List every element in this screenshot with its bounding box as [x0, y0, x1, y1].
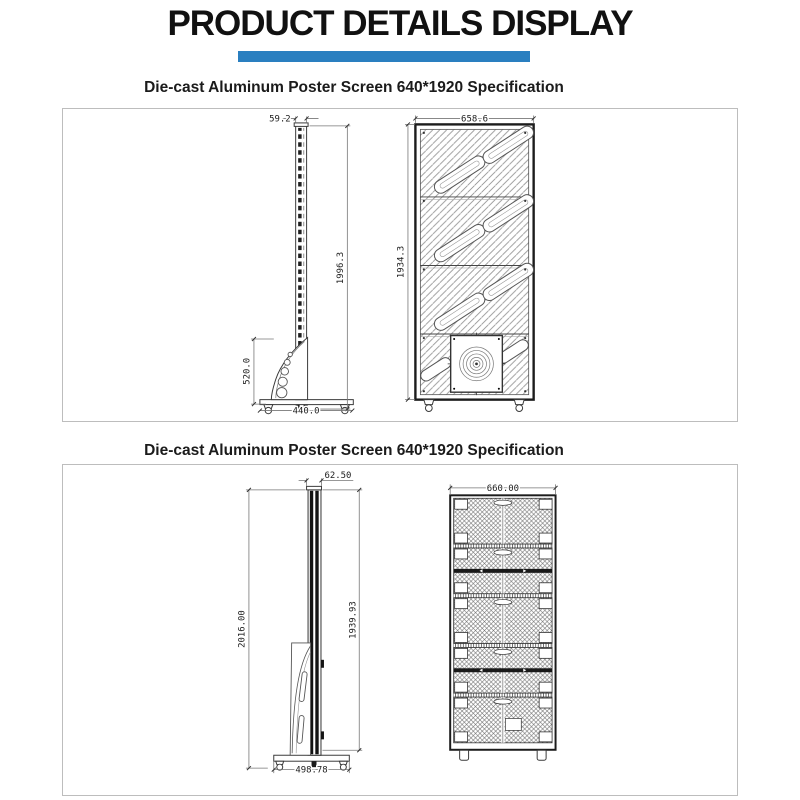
dim-rear1-width: 658.6 [461, 114, 488, 125]
side-view-drawing-2 [237, 471, 362, 776]
title-underline-bar [238, 51, 530, 62]
dim-side2-top-width: 62.50 [324, 470, 352, 481]
specification-drawing-2 [63, 465, 737, 795]
drawing-box-1 [62, 108, 738, 422]
dim-side2-screen-height: 1939.93 [348, 601, 359, 639]
dim-rear2-width: 660.00 [486, 483, 520, 494]
dim-side2-base-width: 498.78 [295, 765, 328, 776]
drawing-box-2 [62, 464, 738, 796]
rear-view-drawing-2 [448, 484, 557, 760]
dim-side2-total-height: 2016.00 [237, 610, 248, 648]
speaker-box [448, 333, 506, 396]
dim-side1-top-width: 59.2 [269, 114, 291, 125]
specification-drawing-1 [63, 109, 737, 421]
section-1-heading: Die-cast Aluminum Poster Screen 640*1920 Specification [144, 78, 564, 96]
section-2-heading: Die-cast Aluminum Poster Screen 640*1920 Specification [144, 442, 564, 460]
page-title: PRODUCT DETAILS DISPLAY [167, 4, 633, 43]
spec-section-2 [0, 442, 800, 796]
dim-rear1-height: 1934.3 [396, 246, 407, 279]
rear-view-drawing-1 [396, 115, 536, 412]
dim-side1-base-height: 520.0 [242, 358, 253, 386]
spec-section-1 [0, 79, 800, 423]
side-view-drawing-1 [242, 115, 354, 417]
module-rows [454, 498, 552, 743]
dim-side1-total-height: 1996.3 [335, 252, 346, 285]
dim-side1-base-width: 440.0 [292, 406, 320, 417]
